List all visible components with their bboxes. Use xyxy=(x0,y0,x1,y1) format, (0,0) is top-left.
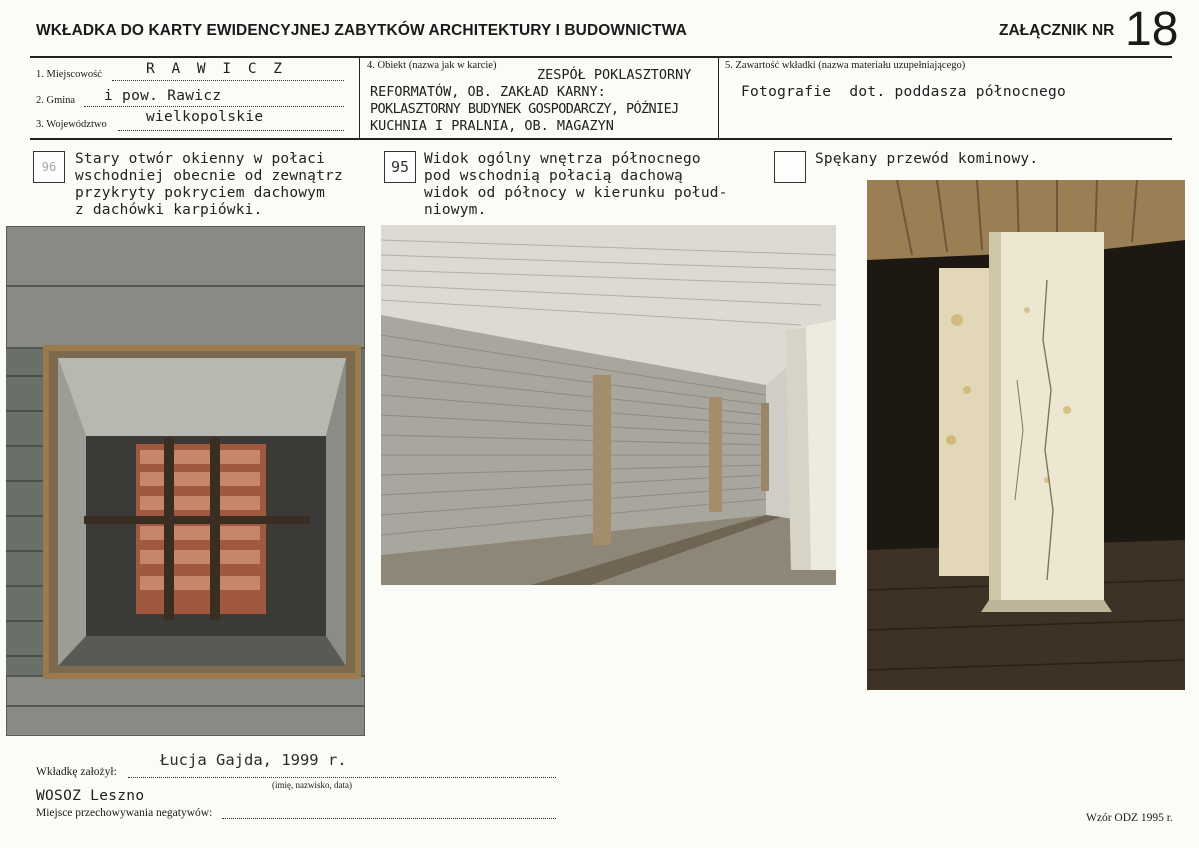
photo-caption-2: Widok ogólny wnętrza północnego pod wschodnią połacią dachową widok od północy w kierunku połud- niowym. xyxy=(424,151,728,218)
photo-number-box-1 xyxy=(33,151,65,183)
sheet-title: WKŁADKA DO KARTY EWIDENCYJNEJ ZABYTKÓW ARCHITEKTURY I BUDOWNICTWA xyxy=(36,22,687,39)
photo-window-opening xyxy=(6,226,365,736)
header-rule-top xyxy=(30,56,1172,58)
miejscowosc-label: 1. Miejscowość xyxy=(36,69,102,80)
photo-caption-1: Stary otwór okienny w połaci wschodniej obecnie od zewnątrz przykryty pokryciem dachowym z dachówki karpiówki. xyxy=(75,151,343,218)
photo-number-2: 95 xyxy=(390,158,410,176)
object-line-4: KUCHNIA I PRALNIA, OB. MAGAZYN xyxy=(370,118,614,134)
photo-number-box-2 xyxy=(384,151,416,183)
gmina-label: 2. Gmina xyxy=(36,95,76,106)
object-line-2: REFORMATÓW, OB. ZAKŁAD KARNY: xyxy=(370,84,606,100)
zalozyl-label: Wkładkę założył: xyxy=(36,766,117,778)
gmina-dots xyxy=(84,106,344,107)
form-version: Wzór ODZ 1995 r. xyxy=(1086,812,1173,824)
miejsce-dots xyxy=(222,818,556,819)
miejsce-value: WOSOZ Leszno xyxy=(36,788,145,804)
photo-cracked-chimney xyxy=(867,180,1185,690)
zalozyl-hint: (imię, nazwisko, data) xyxy=(272,780,352,790)
photo-attic-interior xyxy=(381,225,836,585)
annex-number: 18 xyxy=(1125,3,1179,56)
photo-number-box-3 xyxy=(774,151,806,183)
header-rule-bottom xyxy=(30,138,1172,140)
miejscowosc-value: R A W I C Z xyxy=(146,61,287,77)
wojewodztwo-dots xyxy=(118,130,344,131)
miejsce-label: Miejsce przechowywania negatywów: xyxy=(36,807,213,819)
object-line-1: ZESPÓŁ POKLASZTORNY xyxy=(537,67,692,83)
wojewodztwo-value: wielkopolskie xyxy=(146,109,264,125)
contents-value: Fotografie dot. poddasza północnego xyxy=(741,84,1067,100)
miejscowosc-dots xyxy=(112,80,344,81)
object-label: 4. Obiekt (nazwa jak w karcie) xyxy=(367,60,497,71)
annex-label: ZAŁĄCZNIK NR xyxy=(999,22,1115,39)
object-line-3: POKLASZTORNY BUDYNEK GOSPODARCZY, PÓŹNIEJ xyxy=(370,101,679,117)
zalozyl-dots xyxy=(128,777,556,778)
wojewodztwo-label: 3. Województwo xyxy=(36,119,107,130)
column-divider-2 xyxy=(718,57,719,138)
column-divider-1 xyxy=(359,57,360,138)
contents-label: 5. Zawartość wkładki (nazwa materiału uzupełniającego) xyxy=(725,60,966,71)
zalozyl-value: Łucja Gajda, 1999 r. xyxy=(160,751,347,769)
gmina-value: i pow. Rawicz xyxy=(104,88,222,104)
photo-caption-3: Spękany przewód kominowy. xyxy=(815,151,1039,167)
photo-number-1: 96 xyxy=(41,160,57,174)
